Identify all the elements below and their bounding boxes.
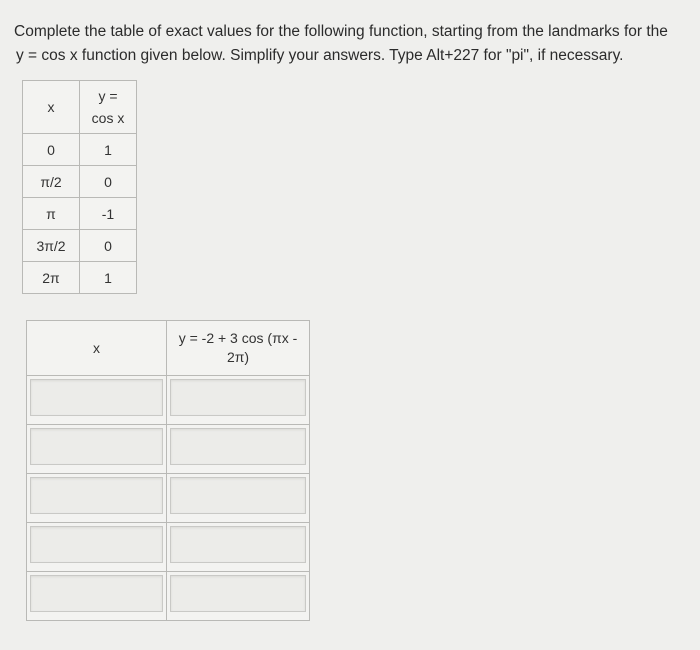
table-row <box>23 134 137 166</box>
ref-cell-y: 0 <box>80 166 137 198</box>
answer-header-x: x <box>27 321 167 376</box>
table-row <box>27 376 310 425</box>
ref-header-x: x <box>23 81 80 134</box>
ref-cell-y: 1 <box>80 262 137 294</box>
y-answer-input-3[interactable] <box>170 477 306 514</box>
x-answer-input-3[interactable] <box>30 477 163 514</box>
x-answer-input-4[interactable] <box>30 526 163 563</box>
reference-table <box>22 80 137 294</box>
ref-cell-x: 3π/2 <box>23 230 80 262</box>
ref-cell-x: π/2 <box>23 166 80 198</box>
ref-cell-y: 0 <box>80 230 137 262</box>
table-row <box>27 523 310 572</box>
table-row <box>27 474 310 523</box>
answer-header-y <box>167 321 310 376</box>
table-row <box>23 262 137 294</box>
instructions-line-1: Complete the table of exact values for the following function, starting from the landmarks for the <box>14 23 668 40</box>
ref-cell-y: -1 <box>80 198 137 230</box>
ref-cell-x: 0 <box>23 134 80 166</box>
x-answer-input-1[interactable] <box>30 379 163 416</box>
answer-header-y-line-2: 2π) <box>226 349 250 365</box>
x-answer-input-2[interactable] <box>30 428 163 465</box>
table-row <box>27 425 310 474</box>
x-answer-input-5[interactable] <box>30 575 163 612</box>
y-answer-input-5[interactable] <box>170 575 306 612</box>
ref-cell-x: 2π <box>23 262 80 294</box>
instructions <box>14 20 694 68</box>
table-row <box>23 166 137 198</box>
answer-header-y-line-1: y = -2 + 3 cos (πx - <box>178 330 298 346</box>
y-answer-input-1[interactable] <box>170 379 306 416</box>
instructions-line-2: y = cos x function given below. Simplify your answers. Type Alt+227 for "pi", if necessary. <box>16 47 624 64</box>
ref-header-y-line-1: y = <box>98 88 118 104</box>
ref-cell-y: 1 <box>80 134 137 166</box>
y-answer-input-4[interactable] <box>170 526 306 563</box>
table-row <box>27 572 310 621</box>
ref-header-y <box>80 81 137 134</box>
answer-table <box>26 320 310 621</box>
ref-header-y-line-2: cos x <box>91 110 125 126</box>
ref-cell-x: π <box>23 198 80 230</box>
y-answer-input-2[interactable] <box>170 428 306 465</box>
table-row <box>23 230 137 262</box>
table-row <box>23 198 137 230</box>
